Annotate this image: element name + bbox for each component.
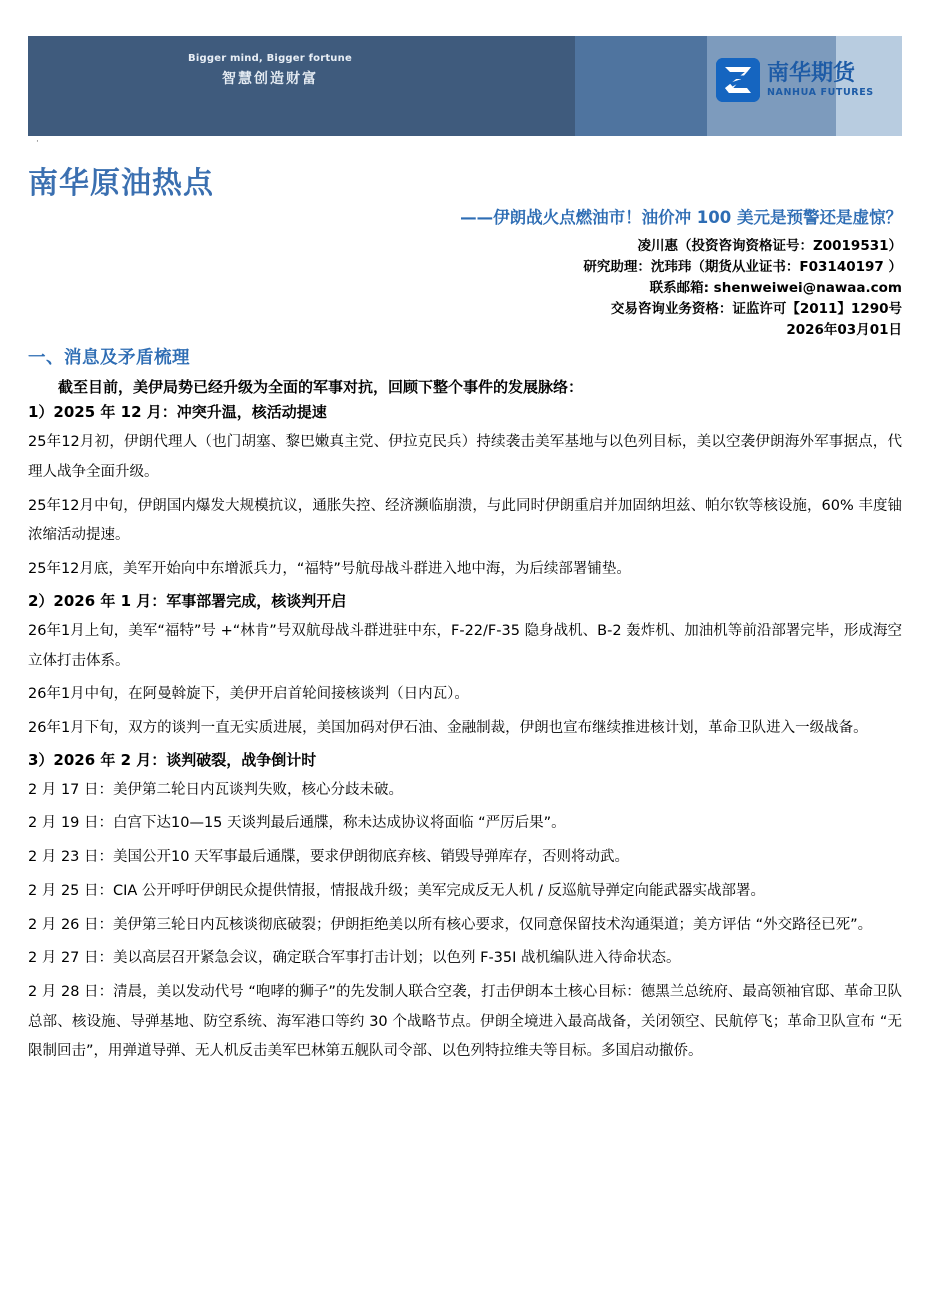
banner-band-mid (575, 36, 707, 136)
logo-name-chinese: 南华期货 (767, 60, 856, 86)
paragraph: 2 月 26 日：美伊第三轮日内瓦核谈彻底破裂；伊朗拒绝美以所有核心要求，仅同意保留技术沟通渠道；美方评估 “外交路径已死”。 (28, 916, 873, 933)
company-slogan (60, 52, 480, 89)
paragraph: 25年12月初，伊朗代理人（也门胡塞、黎巴嫩真主党、伊拉克民兵）持续袭击美军基地与以色列目标，美以空袭伊朗海外军事据点，代理人战争全面升级。 (28, 434, 902, 480)
meta-assistant: 研究助理：沈玮玮（期货从业证书：F03140197 ） (583, 258, 902, 275)
meta-date: 2026年03月01日 (786, 321, 902, 338)
sub-heading-1: 1）2025 年 12 月：冲突升温，核活动提速 (28, 403, 327, 422)
lead-paragraph: 截至目前，美伊局势已经升级为全面的军事对抗，回顾下整个事件的发展脉络： (58, 378, 584, 396)
page-title: 南华原油热点 (28, 166, 214, 201)
slogan-english: Bigger mind, Bigger fortune (188, 53, 352, 64)
section-heading: 一、消息及矛盾梳理 (28, 348, 190, 368)
document-meta (262, 236, 902, 341)
paragraph: 2 月 17 日：美伊第二轮日内瓦谈判失败，核心分歧未破。 (28, 781, 404, 798)
paragraph: 26年1月上旬，美军“福特”号 +“林肯”号双航母战斗群进驻中东，F-22/F-35 隐身战机、B-2 轰炸机、加油机等前沿部署完毕，形成海空立体打击体系。 (28, 622, 902, 669)
paragraph: 2 月 25 日：CIA 公开呼吁伊朗民众提供情报，情报战升级；美军完成反无人机 / 反巡航导弹定向能武器实战部署。 (28, 882, 766, 899)
meta-license: 交易咨询业务资格：证监许可【2011】1290号 (610, 300, 902, 317)
paragraph: 2 月 19 日：白宫下达10—15 天谈判最后通牒，称未达成协议将面临 “严厉后果”。 (28, 815, 566, 832)
decorative-dot: · (36, 137, 39, 147)
meta-email: 联系邮箱: shenweiwei@nawaa.com (649, 279, 902, 296)
paragraph: 2 月 27 日：美以高层召开紧急会议，确定联合军事打击计划；以色列 F-35I 战机编队进入待命状态。 (28, 950, 681, 967)
paragraph: 2 月 28 日：清晨，美以发动代号 “咆哮的狮子”的先发制人联合空袭，打击伊朗本土核心目标：德黑兰总统府、最高领袖官邸、革命卫队总部、核设施、导弹基地、防空系统、海军港口等约 30 个战略节点。伊朗全境进入最高战备，关闭领空、民航停飞；革命卫队宣布 “无限制回击”，用弹道导弹、无人机反击美军巴林第五舰队司令部、以色列特拉维夫等目标。多国启动撤侨。 (28, 984, 902, 1060)
logo-name-english: NANHUA FUTURES (767, 86, 874, 98)
paragraph: 26年1月中旬，在阿曼斡旋下，美伊开启首轮间接核谈判（日内瓦）。 (28, 686, 469, 703)
paragraph: 25年12月中旬，伊朗国内爆发大规模抗议，通胀失控、经济濒临崩溃，与此同时伊朗重启并加固纳坦兹、帕尔钦等核设施，60% 丰度铀浓缩活动提速。 (28, 497, 902, 544)
paragraph: 26年1月下旬，双方的谈判一直无实质进展，美国加码对伊石油、金融制裁，伊朗也宣布继续推进核计划，革命卫队进入一级战备。 (28, 720, 868, 736)
nanhua-z-mark-icon (716, 58, 760, 102)
sub-heading-2: 2）2026 年 1 月：军事部署完成，核谈判开启 (28, 591, 347, 610)
page-subtitle: ——伊朗战火点燃油市！油价冲 100 美元是预警还是虚惊？ (460, 208, 902, 227)
logo-wordmark (767, 60, 874, 98)
meta-analyst: 凌川惠（投资咨询资格证号：Z0019531） (637, 238, 902, 254)
company-logo (716, 58, 874, 102)
document-body (28, 376, 902, 1071)
paragraph: 25年12月底，美军开始向中东增派兵力，“福特”号航母战斗群进入地中海，为后续部署铺垫。 (28, 561, 631, 578)
slogan-chinese: 智慧创造财富 (222, 70, 318, 87)
paragraph: 2 月 23 日：美国公开10 天军事最后通牒，要求伊朗彻底弃核、销毁导弹库存，否则将动武。 (28, 849, 630, 866)
sub-heading-3: 3）2026 年 2 月：谈判破裂，战争倒计时 (28, 750, 317, 769)
